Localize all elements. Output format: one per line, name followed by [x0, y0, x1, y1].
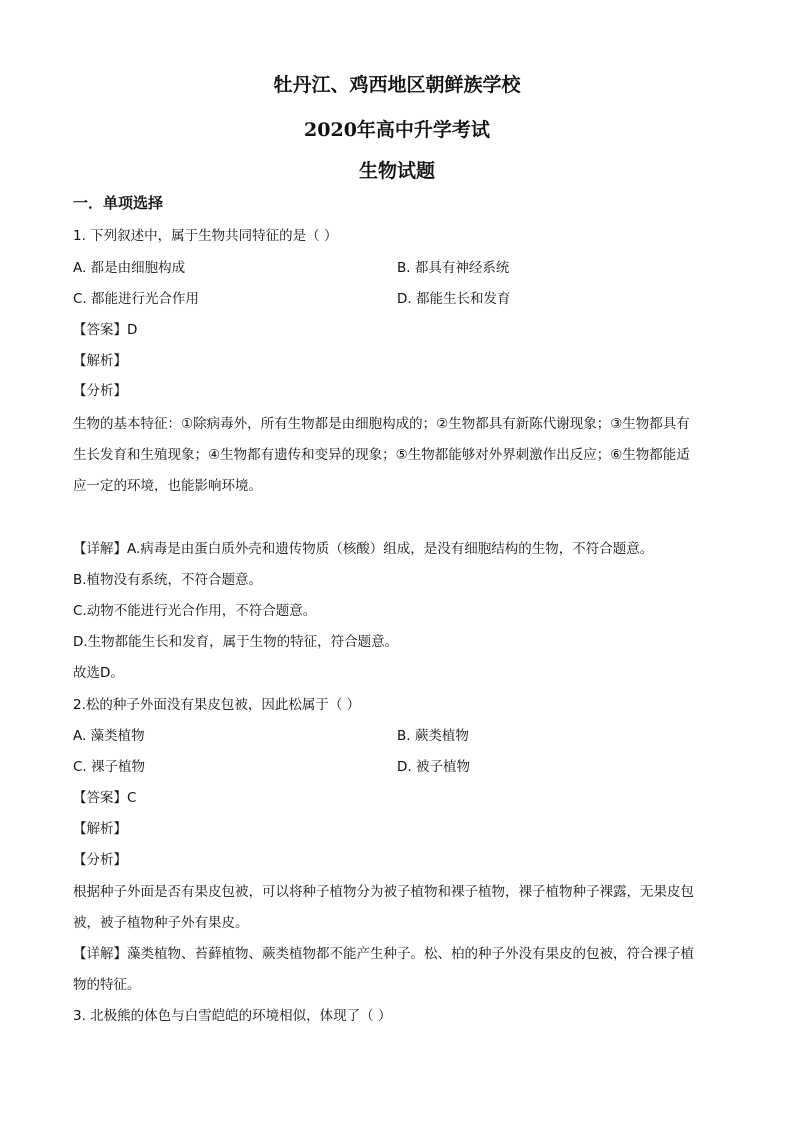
question-1-analysis-line-1: 生物的基本特征：①除病毒外，所有生物都是由细胞构成的；②生物都具有新陈代谢现象；③生物都具有: [73, 416, 690, 432]
question-2-option-a: A. 藻类植物: [73, 728, 145, 744]
title-subject: 生物试题: [358, 160, 435, 182]
question-1-detail-line-1: 【详解】A.病毒是由蛋白质外壳和遗传物质（核酸）组成，是没有细胞结构的生物，不符合题意。: [73, 541, 654, 557]
title-exam: 2020年高中升学考试: [304, 119, 490, 141]
question-1-fenxi-label: 【分析】: [73, 383, 127, 399]
question-3-stem: 3. 北极熊的体色与白雪皑皑的环境相似，体现了（ ）: [73, 1008, 392, 1024]
question-2-option-d: D. 被子植物: [397, 759, 470, 775]
question-1-answer: 【答案】D: [73, 322, 138, 338]
question-2-option-b: B. 蕨类植物: [397, 728, 469, 744]
question-1-detail-line-3: C.动物不能进行光合作用，不符合题意。: [73, 603, 317, 619]
question-2-detail-line-1: 【详解】藻类植物、苔藓植物、蕨类植物都不能产生种子。松、柏的种子外没有果皮的包被，符合裸子植: [73, 946, 694, 962]
question-1-stem: 1. 下列叙述中，属于生物共同特征的是（ ）: [73, 228, 338, 244]
question-1-option-a: A. 都是由细胞构成: [73, 260, 186, 276]
question-2-analysis-line-2: 被，被子植物种子外有果皮。: [73, 915, 249, 931]
question-1-detail-line-2: B.植物没有系统，不符合题意。: [73, 572, 263, 588]
section-title: 一．单项选择: [73, 194, 164, 212]
title-school: 牡丹江、鸡西地区朝鲜族学校: [273, 74, 521, 96]
question-1-analysis-line-3: 应一定的环境，也能影响环境。: [73, 478, 262, 494]
question-1-detail-line-5: 故选D。: [73, 665, 124, 681]
question-1-jiexi-label: 【解析】: [73, 353, 127, 369]
question-2-detail-line-2: 物的特征。: [73, 977, 141, 993]
question-1-option-d: D. 都能生长和发育: [397, 291, 511, 307]
question-2-answer: 【答案】C: [73, 790, 137, 806]
question-2-option-c: C. 裸子植物: [73, 759, 146, 775]
question-1-detail-line-4: D.生物都能生长和发育，属于生物的特征，符合题意。: [73, 634, 399, 650]
question-2-stem: 2.松的种子外面没有果皮包被，因此松属于（ ）: [73, 697, 361, 713]
question-1-analysis-line-2: 生长发育和生殖现象；④生物都有遗传和变异的现象；⑤生物都能够对外界刺激作出反应；⑥生物都能适: [73, 447, 690, 463]
question-1-option-b: B. 都具有神经系统: [397, 260, 510, 276]
question-2-analysis-line-1: 根据种子外面是否有果皮包被，可以将种子植物分为被子植物和裸子植物，裸子植物种子裸露，无果皮包: [73, 884, 694, 900]
question-1-option-c: C. 都能进行光合作用: [73, 291, 200, 307]
question-2-fenxi-label: 【分析】: [73, 852, 127, 868]
question-2-jiexi-label: 【解析】: [73, 821, 127, 837]
